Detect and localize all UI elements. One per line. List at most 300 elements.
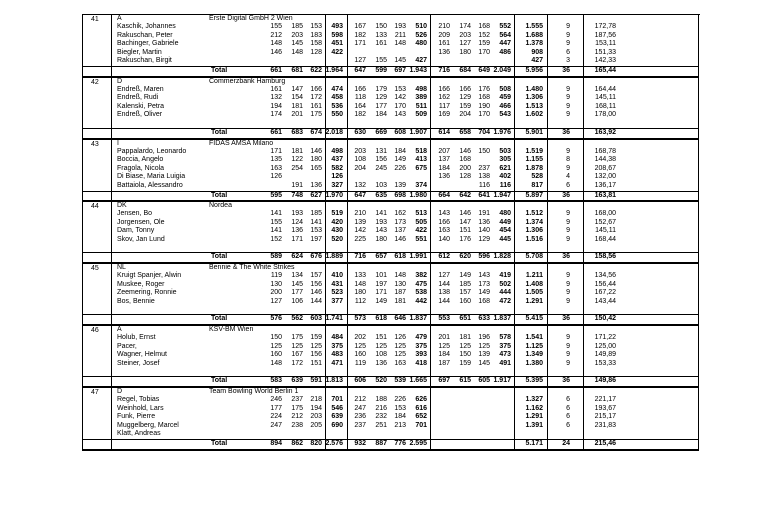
score-cell: 196 [478, 334, 490, 342]
column-divider [583, 326, 584, 386]
score-cell: 484 [331, 334, 343, 342]
column-divider [514, 202, 515, 262]
column-divider [430, 326, 431, 386]
score-cell: 153,33 [594, 359, 616, 367]
score-cell: 125 [394, 351, 406, 359]
total-cell: 1.964 [325, 66, 343, 74]
score-cell: 209 [438, 31, 450, 39]
score-cell: 166 [438, 218, 450, 226]
total-cell: 639 [291, 377, 303, 385]
score-cell: 498 [331, 147, 343, 155]
score-cell: 148 [291, 48, 303, 56]
score-cell: 621 [499, 164, 511, 172]
column-divider [347, 78, 348, 138]
total-cell: 776 [394, 439, 406, 447]
score-cell: 1.555 [525, 23, 543, 30]
score-cell: 125 [354, 342, 366, 350]
total-cell: 657 [375, 253, 387, 261]
score-cell: 162 [394, 210, 406, 218]
column-divider [547, 388, 548, 449]
score-cell: 1.211 [525, 272, 543, 280]
team-block [83, 326, 699, 388]
score-cell: 174 [270, 111, 282, 119]
player-row [83, 111, 698, 120]
score-cell: 382 [415, 272, 427, 280]
score-cell: 106 [291, 297, 303, 305]
team-name: Nordea [209, 202, 232, 210]
total-cell: 158,56 [594, 253, 616, 261]
column-divider [347, 388, 348, 449]
score-cell: 1.519 [525, 147, 543, 155]
score-cell: 136 [375, 359, 387, 367]
score-cell: 200 [270, 289, 282, 297]
score-cell: 184 [394, 147, 406, 155]
total-label: Total [211, 315, 228, 323]
player-row [83, 289, 698, 298]
score-cell: 231,83 [594, 421, 616, 429]
score-cell: 180 [354, 289, 366, 297]
player-name: Rakuschan, Birgit [117, 57, 172, 65]
player-row [83, 165, 698, 174]
score-cell: 1.541 [525, 334, 543, 342]
score-cell: 215,17 [594, 413, 616, 421]
column-divider [547, 202, 548, 262]
player-name: Bachinger, Gabriele [117, 40, 179, 48]
total-row [83, 191, 698, 201]
score-cell: 1.162 [525, 404, 543, 412]
score-cell: 690 [331, 421, 343, 429]
player-row [83, 430, 698, 439]
score-cell: 181 [394, 297, 406, 305]
score-cell: 175 [291, 404, 303, 412]
total-cell: 697 [438, 377, 450, 385]
score-cell: 171 [354, 40, 366, 48]
column-divider [514, 326, 515, 386]
score-cell: 149 [459, 272, 471, 280]
total-cell: 1.947 [493, 191, 511, 199]
column-divider [547, 264, 548, 324]
total-cell: 2.576 [325, 439, 343, 447]
score-cell: 148 [270, 40, 282, 48]
score-cell: 180 [459, 48, 471, 56]
player-row [83, 405, 698, 414]
total-label: Total [211, 191, 228, 199]
score-cell: 149,89 [594, 351, 616, 359]
column-divider [583, 140, 584, 201]
score-cell: 187 [394, 289, 406, 297]
score-cell: 172 [310, 94, 322, 102]
score-cell: 207 [438, 147, 450, 155]
score-cell: 112 [354, 297, 366, 305]
score-cell: 166 [438, 85, 450, 93]
score-cell: 509 [415, 111, 427, 119]
total-cell: 697 [394, 66, 406, 74]
score-cell: 127 [438, 272, 450, 280]
score-cell: 543 [499, 111, 511, 119]
score-cell: 142 [354, 227, 366, 235]
score-cell: 132 [270, 94, 282, 102]
score-cell: 151 [375, 334, 387, 342]
team-country: I [117, 139, 119, 147]
score-cell: 375 [415, 342, 427, 350]
score-cell: 6 [566, 404, 570, 412]
score-cell: 164,44 [594, 85, 616, 93]
score-cell: 133 [354, 272, 366, 280]
total-cell: 862 [291, 439, 303, 447]
score-cell: 144,38 [594, 156, 616, 164]
score-cell: 519 [331, 210, 343, 218]
score-cell: 427 [415, 57, 427, 65]
player-name: Endreß, Maren [117, 85, 164, 93]
score-cell: 1.513 [525, 102, 543, 110]
player-row [83, 360, 698, 369]
score-cell: 203 [310, 413, 322, 421]
score-cell: 146 [270, 48, 282, 56]
score-cell: 153,11 [595, 40, 616, 48]
team-name: Team Bowling World Berlin 1 [209, 388, 299, 395]
score-cell: 213 [394, 421, 406, 429]
team-name: Bennie & The White Strikes [209, 264, 295, 272]
score-cell: 431 [331, 280, 343, 288]
score-cell: 578 [499, 334, 511, 342]
total-cell: 1.813 [325, 377, 343, 385]
score-cell: 1.688 [525, 31, 543, 39]
player-row [83, 351, 698, 360]
score-cell: 374 [415, 181, 427, 189]
score-cell: 1.125 [525, 342, 543, 350]
score-cell: 188 [375, 396, 387, 403]
score-cell: 202 [354, 334, 366, 342]
score-cell: 144 [438, 280, 450, 288]
total-cell: 887 [375, 439, 387, 447]
total-cell: 149,86 [594, 377, 616, 385]
player-row [83, 94, 698, 103]
total-cell: 5.901 [525, 128, 543, 136]
score-cell: 9 [566, 289, 570, 297]
score-cell: 137 [394, 227, 406, 235]
score-cell: 523 [331, 289, 343, 297]
score-cell: 6 [566, 413, 570, 421]
score-cell: 159 [459, 102, 471, 110]
score-cell: 151 [459, 227, 471, 235]
score-cell: 145,11 [595, 94, 616, 102]
player-row [83, 396, 698, 405]
score-cell: 466 [499, 102, 511, 110]
score-cell: 133 [375, 31, 387, 39]
score-cell: 167 [291, 351, 303, 359]
score-cell: 4 [566, 173, 570, 181]
score-cell: 161 [375, 40, 387, 48]
score-cell: 145,11 [595, 227, 616, 235]
score-cell: 480 [415, 40, 427, 48]
score-cell: 205 [310, 421, 322, 429]
score-cell: 159 [459, 359, 471, 367]
score-cell: 185 [310, 210, 322, 218]
column-divider [583, 388, 584, 449]
score-cell: 171,22 [594, 334, 616, 342]
total-cell: 605 [478, 377, 490, 385]
spacer-row [83, 368, 698, 376]
column-divider [325, 326, 326, 386]
player-name: Pappalardo, Leonardo [117, 147, 187, 155]
score-cell: 156,44 [594, 280, 616, 288]
spacer-row [83, 244, 698, 252]
score-cell: 176 [459, 235, 471, 243]
total-cell: 36 [562, 377, 570, 385]
score-cell: 136 [291, 227, 303, 235]
score-cell: 204 [354, 164, 366, 172]
score-cell: 149 [478, 289, 490, 297]
score-cell: 168 [478, 297, 490, 305]
team-header [83, 326, 698, 334]
total-label: Total [211, 439, 228, 447]
score-cell: 144 [438, 297, 450, 305]
player-name: Jensen, Bo [117, 210, 153, 218]
total-row [83, 314, 698, 324]
total-cell: 716 [438, 66, 450, 74]
score-cell: 163 [394, 359, 406, 367]
score-cell: 181 [291, 147, 303, 155]
score-cell: 210 [354, 210, 366, 218]
score-cell: 150 [459, 351, 471, 359]
player-name: Battaiola, Alessandro [117, 181, 183, 189]
score-cell: 145 [394, 57, 406, 65]
score-cell: 127 [459, 40, 471, 48]
column-divider [547, 140, 548, 201]
player-row [83, 272, 698, 281]
score-cell: 163 [438, 227, 450, 235]
total-cell: 630 [354, 128, 366, 136]
total-cell: 165,44 [594, 66, 616, 74]
player-name: Wagner, Helmut [117, 351, 167, 359]
player-name: Endreß, Oliver [117, 111, 163, 119]
player-row [83, 236, 698, 245]
score-cell: 817 [531, 181, 543, 189]
score-cell: 526 [415, 31, 427, 39]
score-cell: 1.291 [525, 413, 543, 421]
score-cell: 9 [566, 235, 570, 243]
player-row [83, 182, 698, 191]
score-cell: 126 [331, 173, 343, 181]
score-cell: 184 [375, 111, 387, 119]
score-cell: 212 [291, 413, 303, 421]
score-cell: 237 [354, 421, 366, 429]
player-row [83, 32, 698, 41]
score-cell: 149 [394, 156, 406, 164]
total-cell: 5.956 [525, 66, 543, 74]
total-cell: 1.741 [325, 315, 343, 323]
player-row [83, 281, 698, 290]
team-block [83, 388, 699, 451]
score-cell: 475 [415, 280, 427, 288]
player-row [83, 23, 698, 32]
score-cell: 444 [499, 289, 511, 297]
player-name: Bos, Bennie [117, 297, 155, 305]
total-cell: 5.897 [525, 191, 543, 199]
column-divider [325, 264, 326, 324]
team-country: D [117, 77, 123, 85]
score-cell: 538 [415, 289, 427, 297]
team-header [83, 15, 698, 23]
player-name: Kalenski, Petra [117, 102, 165, 110]
score-cell: 119 [354, 359, 366, 367]
score-cell: 9 [566, 359, 570, 367]
score-cell: 247 [354, 404, 366, 412]
score-cell: 513 [415, 210, 427, 218]
score-cell: 156 [310, 280, 322, 288]
score-cell: 150 [478, 147, 490, 155]
score-cell: 1.505 [525, 289, 543, 297]
score-cell: 508 [499, 85, 511, 93]
score-cell: 145 [291, 280, 303, 288]
score-cell: 237 [291, 396, 303, 403]
score-cell: 1.349 [525, 351, 543, 359]
score-cell: 551 [415, 235, 427, 243]
score-cell: 153 [310, 23, 322, 30]
score-cell: 245 [375, 164, 387, 172]
score-cell: 224 [270, 413, 282, 421]
total-cell: 163,81 [594, 191, 616, 199]
score-cell: 142,33 [594, 57, 616, 65]
score-cell: 168,00 [594, 210, 616, 218]
score-cell: 156 [310, 351, 322, 359]
score-cell: 168,11 [595, 102, 616, 110]
column-divider [547, 78, 548, 138]
score-cell: 187,56 [594, 31, 616, 39]
total-cell: 553 [438, 315, 450, 323]
player-name: Fragola, Nicola [117, 164, 165, 172]
score-cell: 108 [375, 351, 387, 359]
score-cell: 182 [354, 31, 366, 39]
score-cell: 402 [499, 173, 511, 181]
score-cell: 125 [270, 342, 282, 350]
score-cell: 511 [415, 102, 427, 110]
score-cell: 136 [438, 48, 450, 56]
total-cell: 603 [310, 315, 322, 323]
score-cell: 136 [438, 173, 450, 181]
score-cell: 6 [566, 181, 570, 189]
score-cell: 480 [499, 210, 511, 218]
score-cell: 564 [499, 31, 511, 39]
score-cell: 122 [291, 156, 303, 164]
score-cell: 8 [566, 156, 570, 164]
score-cell: 454 [499, 227, 511, 235]
player-name: Funk, Pierre [117, 413, 156, 421]
score-cell: 143,44 [594, 297, 616, 305]
total-cell: 1.889 [325, 253, 343, 261]
score-cell: 498 [415, 85, 427, 93]
score-cell: 1.408 [525, 280, 543, 288]
score-cell: 701 [415, 421, 427, 429]
column-divider [583, 15, 584, 76]
total-cell: 624 [291, 253, 303, 261]
score-cell: 175 [310, 111, 322, 119]
score-cell: 177 [270, 404, 282, 412]
team-number: 47 [91, 389, 99, 396]
score-cell: 447 [499, 40, 511, 48]
score-cell: 184 [394, 413, 406, 421]
score-cell: 150 [375, 23, 387, 30]
results-table [82, 14, 700, 451]
score-cell: 701 [331, 396, 343, 403]
score-cell: 9 [566, 210, 570, 218]
score-cell: 471 [331, 359, 343, 367]
total-cell: 1.943 [409, 66, 427, 74]
score-cell: 185 [459, 280, 471, 288]
player-row [83, 298, 698, 307]
player-name: Holub, Ernst [117, 334, 156, 342]
player-name: Di Biase, Maria Luigia [117, 173, 186, 181]
score-cell: 9 [566, 227, 570, 235]
score-cell: 143 [478, 272, 490, 280]
score-cell: 162 [438, 94, 450, 102]
column-divider [547, 326, 548, 386]
score-cell: 459 [499, 94, 511, 102]
total-cell: 1.837 [409, 315, 427, 323]
player-name: Kruigt Spanjer, Alwin [117, 272, 182, 280]
total-cell: 5.708 [525, 253, 543, 261]
score-cell: 169 [438, 111, 450, 119]
score-cell: 132,00 [594, 173, 616, 181]
score-cell: 1.516 [525, 235, 543, 243]
score-cell: 155 [270, 23, 282, 30]
total-cell: 1.907 [409, 128, 427, 136]
score-cell: 503 [499, 147, 511, 155]
player-row [83, 40, 698, 49]
score-cell: 200 [459, 164, 471, 172]
score-cell: 174 [459, 23, 471, 30]
team-block [83, 78, 699, 140]
column-divider [430, 388, 431, 449]
score-cell: 197 [310, 235, 322, 243]
total-cell: 5.395 [525, 377, 543, 385]
score-cell: 225 [354, 235, 366, 243]
score-cell: 483 [331, 351, 343, 359]
total-cell: 633 [478, 315, 490, 323]
total-cell: 1.976 [493, 128, 511, 136]
team-country: A [117, 15, 122, 22]
score-cell: 172 [291, 359, 303, 367]
score-cell: 6 [566, 421, 570, 429]
score-cell: 151,33 [594, 48, 616, 56]
team-name: KSV-BM Wien [209, 326, 254, 334]
total-label: Total [211, 253, 228, 261]
score-cell: 136 [310, 181, 322, 189]
score-cell: 160 [270, 351, 282, 359]
score-cell: 493 [331, 23, 343, 30]
total-label: Total [211, 128, 228, 136]
score-cell: 137 [438, 156, 450, 164]
total-cell: 641 [478, 191, 490, 199]
player-name: Skov, Jan Lund [117, 235, 165, 243]
score-cell: 193 [394, 23, 406, 30]
score-cell: 616 [415, 404, 427, 412]
score-cell: 194 [270, 102, 282, 110]
score-cell: 159 [478, 40, 490, 48]
score-cell: 639 [331, 413, 343, 421]
score-cell: 146 [459, 147, 471, 155]
score-cell: 510 [415, 23, 427, 30]
score-cell: 505 [415, 218, 427, 226]
score-cell: 129 [478, 235, 490, 243]
total-cell: 583 [270, 377, 282, 385]
score-cell: 170 [478, 48, 490, 56]
total-cell: 1.917 [493, 377, 511, 385]
score-cell: 420 [331, 218, 343, 226]
score-cell: 201 [291, 111, 303, 119]
score-cell: 201 [438, 334, 450, 342]
score-cell: 171 [375, 289, 387, 297]
